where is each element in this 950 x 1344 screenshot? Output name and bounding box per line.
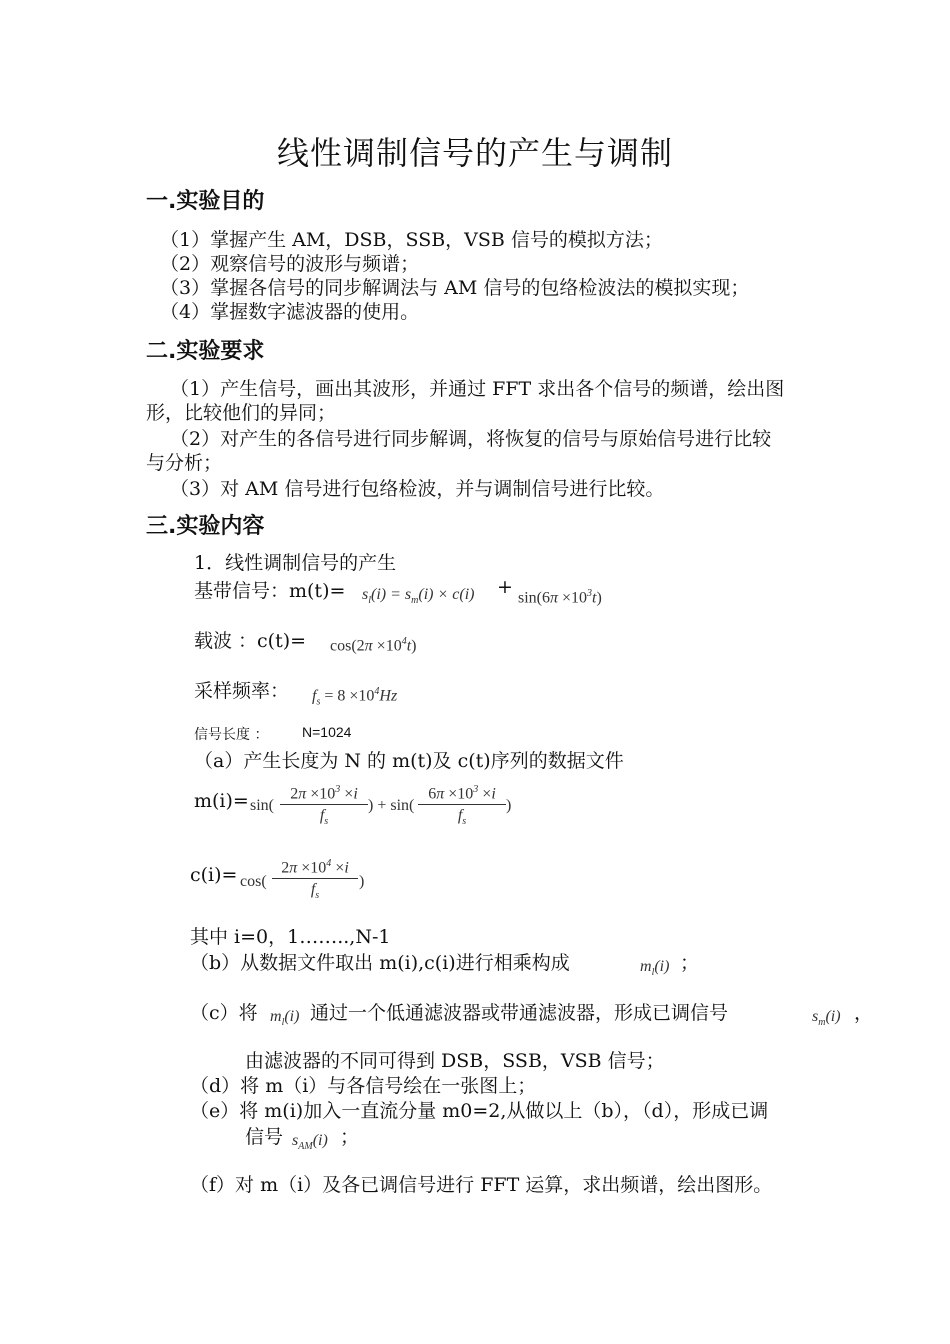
item-c-formula-1: $m_l(i)$ <box>270 1008 300 1029</box>
index-range: 其中 i=0，1……..,N-1 <box>190 926 391 948</box>
objective-item: （4）掌握数字滤波器的使用。 <box>160 301 420 323</box>
baseband-formula-1: $s_l(i) = s_m(i) \times c(i)$ <box>362 586 475 607</box>
objective-item: （1）掌握产生 AM，DSB，SSB，VSB 信号的模拟方法； <box>160 229 663 251</box>
item-f: （f）对 m（i）及各已调信号进行 FFT 运算，求出频谱，绘出图形。 <box>190 1174 773 1196</box>
mi-label: m(i)= <box>194 790 249 812</box>
item-b-formula: $m_l(i)$ <box>640 958 670 979</box>
item-c-mid: 通过一个低通滤波器或带通滤波器，形成已调信号 <box>310 1002 729 1024</box>
page-title: 线性调制信号的产生与调制 <box>276 134 673 172</box>
item-b: （b）从数据文件取出 m(i),c(i)进行相乘构成 <box>190 952 570 974</box>
requirement-line: （3）对 AM 信号进行包络检波，并与调制信号进行比较。 <box>170 478 665 500</box>
carrier-formula: $\cos(2\pi \times 10^4t)$ <box>330 636 417 655</box>
mi-sin-2: ) + sin( <box>368 797 415 814</box>
item-e-line-2: 信号 <box>245 1126 284 1148</box>
mi-fraction-2: $\frac{6\pi \times 10^3 \times i}{f_s}$ <box>418 784 506 828</box>
item-e-formula: $s_{AM}(i)$ <box>292 1132 328 1153</box>
section-heading-content: 三.实验内容 <box>146 514 265 539</box>
baseband-formula-2: $\sin(6\pi \times 10^3t)$ <box>518 588 602 607</box>
mi-sin-1: sin( <box>250 797 274 814</box>
subsection-title: 1．线性调制信号的产生 <box>194 552 397 574</box>
requirement-line: （2）对产生的各信号进行同步解调，将恢复的信号与原始信号进行比较 <box>170 428 772 450</box>
ci-cos: cos( <box>240 873 267 890</box>
ci-label: c(i)= <box>190 864 238 886</box>
item-c-line-2: 由滤波器的不同可得到 DSB，SSB，VSB 信号； <box>245 1050 665 1072</box>
item-d: （d）将 m（i）与各信号绘在一张图上； <box>190 1075 537 1097</box>
item-e-end: ； <box>340 1126 360 1148</box>
baseband-plus: + <box>497 576 513 598</box>
requirement-line: 形，比较他们的异同； <box>146 402 337 424</box>
item-c-end: ， <box>854 1002 874 1024</box>
section-heading-objectives: 一.实验目的 <box>146 189 265 214</box>
carrier-label: 载波 ：c(t)= <box>194 630 307 652</box>
mi-close: ) <box>506 797 512 814</box>
sampling-formula: $f_s = 8 \times 10^4Hz$ <box>312 686 398 708</box>
length-label: 信号长度 ： <box>194 727 269 743</box>
ci-close: ) <box>359 873 365 890</box>
length-value: N=1024 <box>302 724 352 740</box>
item-c-formula-2: $s_m(i)$ <box>812 1008 841 1029</box>
requirement-line: 与分析； <box>146 452 223 474</box>
requirement-line: （1）产生信号，画出其波形，并通过 FFT 求出各个信号的频谱，绘出图 <box>170 378 785 400</box>
objective-item: （3）掌握各信号的同步解调法与 AM 信号的包络检波法的模拟实现； <box>160 277 750 299</box>
ci-fraction: $\frac{2\pi \times 10^4 \times i}{f_s}$ <box>272 858 358 902</box>
baseband-label: 基带信号：m(t)= <box>194 580 346 602</box>
item-a: （a）产生长度为 N 的 m(t)及 c(t)序列的数据文件 <box>194 750 624 772</box>
objective-item: （2）观察信号的波形与频谱； <box>160 253 420 275</box>
item-c: （c）将 <box>190 1002 258 1024</box>
section-heading-requirements: 二.实验要求 <box>146 339 265 364</box>
item-b-end: ； <box>680 952 700 974</box>
item-e: （e）将 m(i)加入一直流分量 m0=2,从做以上（b），（d），形成已调 <box>190 1100 769 1122</box>
sampling-label: 采样频率： <box>194 680 290 702</box>
mi-fraction-1: $\frac{2\pi \times 10^3 \times i}{f_s}$ <box>280 784 368 828</box>
